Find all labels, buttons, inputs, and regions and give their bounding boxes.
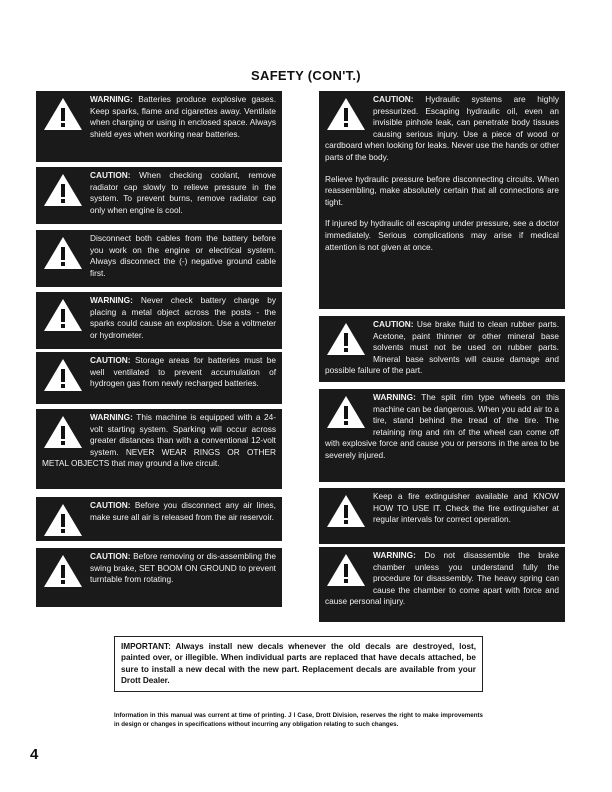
page-number: 4	[30, 746, 39, 763]
info-disclaimer: Information in this manual was current at time of printing. J I Case, Drott Division, reserves the right to make improvements in design or changes in specifications without incurring any obligation relating to such changes.	[114, 712, 483, 728]
warning-triangle-icon	[42, 235, 84, 271]
box-body: Hydraulic systems are highly pressurized. Escaping hydraulic oil, even an invisible pinhole leak, can penetrate body tissues causing serious injury. Use a piece of wood or cardboard when looking for leaks. Never use the hands or other parts of the body.	[325, 94, 559, 162]
box-paragraph-relieve: Relieve hydraulic pressure before disconnecting circuits. When reassembling, make absolutely certain that all connections are tight.	[325, 173, 559, 207]
box-label: WARNING:	[90, 94, 133, 104]
box-label: WARNING:	[373, 550, 416, 560]
warning-triangle-icon	[42, 96, 84, 132]
warning-triangle-icon	[325, 493, 367, 529]
warning-triangle-icon	[325, 321, 367, 357]
box-body: Never check battery charge by placing a metal object across the posts - the sparks could cause an explosion. Use a voltmeter or hydrometer.	[90, 295, 276, 340]
box-label: CAUTION:	[90, 170, 131, 180]
warning-triangle-icon	[42, 553, 84, 589]
important-body: Always install new decals whenever the old decals are destroyed, lost, painted over, or illegible. When individual parts are replaced that have decals attached, be sure to install a new decal with the new part. Replacement decals are available from your Drott Dealer.	[121, 642, 476, 686]
warning-triangle-icon	[325, 394, 367, 430]
box-label: CAUTION:	[90, 500, 131, 510]
box-body: Keep a fire extinguisher available and KNOW HOW TO USE IT. Check the fire extinguisher at regular intervals for correct operation.	[373, 491, 559, 525]
safety-box-swing-brake-caution	[36, 548, 282, 607]
box-label: WARNING:	[90, 295, 133, 305]
box-body: When checking coolant, remove radiator cap slowly to relieve pressure in the system. To prevent burns, remove radiator cap only when engine is cool.	[90, 170, 276, 215]
box-label: CAUTION:	[373, 94, 414, 104]
safety-box-coolant-caution	[36, 167, 282, 224]
box-body: This machine is equipped with a 24-volt starting system. Sparking will occur across greater distances than with a conventional 12-volt system. NEVER WEAR RINGS OR OTHER METAL OBJECTS that may ground a live circuit.	[42, 412, 276, 469]
box-body: Before removing or dis-assembling the swing brake, SET BOOM ON GROUND to prevent turntable from rotating.	[90, 551, 276, 585]
important-label: IMPORTANT:	[121, 642, 171, 651]
warning-triangle-icon	[42, 414, 84, 450]
warning-triangle-icon	[42, 297, 84, 333]
warning-triangle-icon	[325, 552, 367, 588]
safety-box-storage-caution	[36, 352, 282, 404]
box-body: The split rim type wheels on this machine can be dangerous. When you add air to a tire, stand behind the tread of the tire. The retaining ring and rim of the wheel can come off with explosive force and cause you or persons in the area to be severely injured.	[325, 392, 559, 460]
safety-box-battery-cables	[36, 230, 282, 287]
box-label: WARNING:	[90, 412, 133, 422]
box-body: Batteries produce explosive gases. Keep sparks, flame and cigarettes away. Ventilate when charging or using in enclosed space. Always shield eyes when working near batteries.	[90, 94, 276, 139]
box-body: Use brake fluid to clean rubber parts. Acetone, paint thinner or other mineral base solvents must not be used on rubber parts. Mineral base solvents will cause damage and possible failure of the part.	[325, 319, 559, 376]
page-title: SAFETY (CON'T.)	[251, 68, 361, 83]
warning-triangle-icon	[325, 96, 367, 132]
safety-box-brake-fluid-caution	[319, 316, 565, 382]
warning-triangle-icon	[42, 172, 84, 208]
warning-triangle-icon	[42, 502, 84, 538]
safety-box-battery-charge-warning	[36, 292, 282, 349]
safety-box-brake-chamber-warning	[319, 547, 565, 622]
safety-box-hydraulic-caution	[319, 91, 565, 309]
important-notice	[114, 636, 483, 692]
safety-box-split-rim-warning	[319, 389, 565, 482]
box-body: Do not disassemble the brake chamber unless you understand fully the procedure for disassembly. The heavy spring can cause the chamber to come apart with force and cause personal injury.	[325, 550, 559, 607]
safety-box-air-lines-caution	[36, 497, 282, 541]
box-paragraph-injured: If injured by hydraulic oil escaping under pressure, see a doctor immediately. Serious complications may arise if medical attention is not given at once.	[325, 218, 559, 252]
safety-box-batteries-warning	[36, 91, 282, 162]
box-body: Storage areas for batteries must be well ventilated to prevent accumulation of hydrogen gas from newly recharged batteries.	[90, 355, 276, 389]
box-label: CAUTION:	[90, 551, 131, 561]
box-label: CAUTION:	[373, 319, 414, 329]
safety-box-24volt-warning	[36, 409, 282, 489]
box-body: Before you disconnect any air lines, make sure all air is released from the air reservoir.	[90, 500, 276, 522]
box-label: WARNING:	[373, 392, 416, 402]
safety-box-fire-extinguisher	[319, 488, 565, 544]
box-body: Disconnect both cables from the battery before you work on the engine or electrical system. Always disconnect the (-) negative ground cable first.	[90, 233, 276, 278]
box-label: CAUTION:	[90, 355, 131, 365]
warning-triangle-icon	[42, 357, 84, 393]
